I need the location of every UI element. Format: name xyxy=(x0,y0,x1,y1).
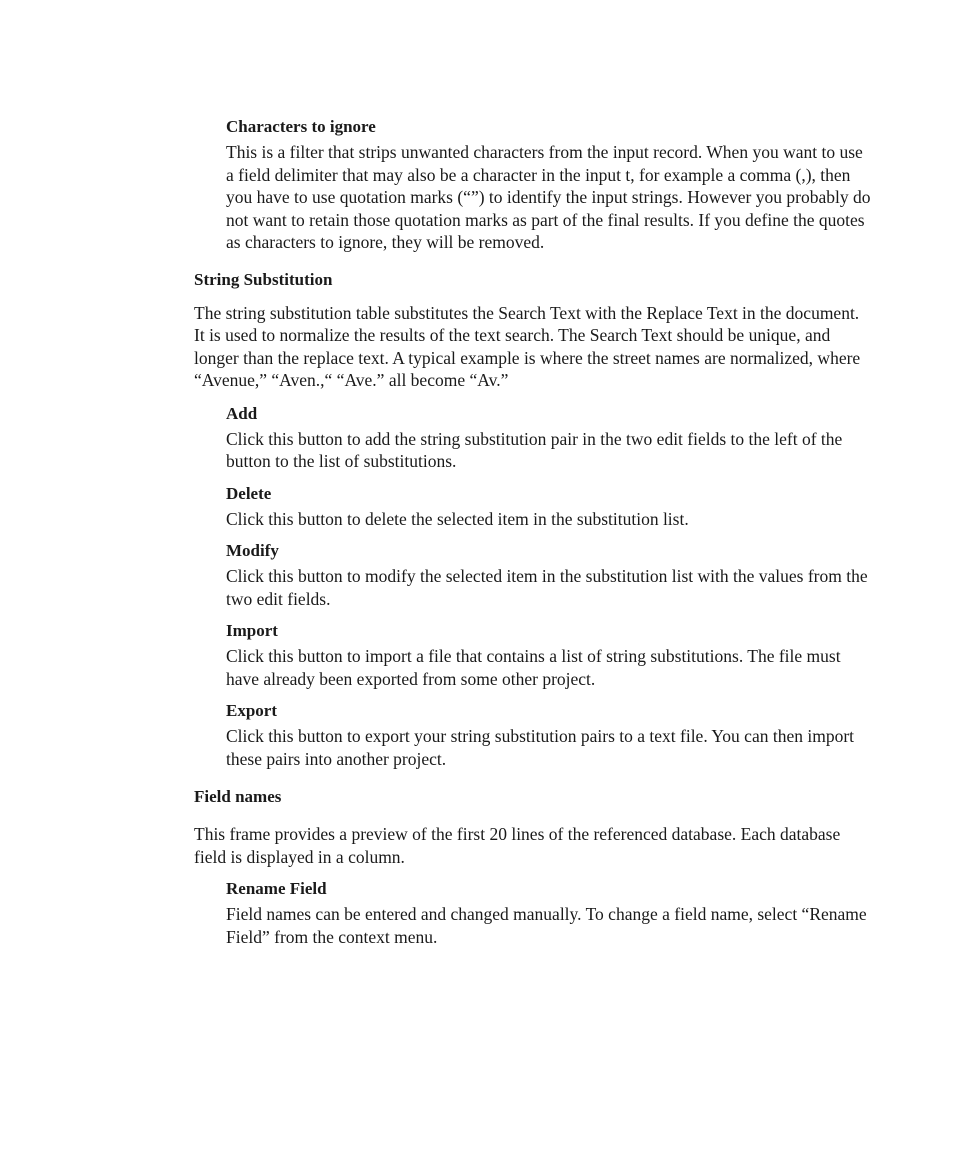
delete-block xyxy=(226,483,874,531)
import-term: Import xyxy=(226,621,278,640)
delete-desc: Click this button to delete the selected item in the substitution list. xyxy=(226,508,689,529)
delete-term: Delete xyxy=(226,483,272,503)
field-names-heading: Field names xyxy=(194,787,282,806)
field-names-intro: This frame provides a preview of the first 20 lines of the referenced database. Each database field is displayed in a column. xyxy=(194,824,841,867)
chars-to-ignore-term: Characters to ignore xyxy=(226,117,376,136)
add-desc: Click this button to add the string substitution pair in the two edit fields to the left of the button to the list of substitutions. xyxy=(226,428,843,471)
rename-field-term: Rename Field xyxy=(226,879,327,898)
string-substitution-intro: The string substitution table substitutes the Search Text with the Replace Text in the document. It is used to normalize the results of the text search. The Search Text should be unique, and longer than the replace text. A typical example is where the street names are normalized, where “Avenue,” “Aven.,“ “Ave.” all become “Av.” xyxy=(194,302,861,390)
string-substitution-heading: String Substitution xyxy=(194,269,333,289)
document-page xyxy=(194,116,874,948)
export-block xyxy=(226,700,874,770)
import-block xyxy=(226,620,874,690)
modify-block xyxy=(226,540,874,610)
add-block xyxy=(226,403,874,473)
chars-to-ignore-desc: This is a filter that strips unwanted characters from the input record. When you want to use a field delimiter that may also be a character in the input t, for example a comma (,), then you have to use quotation marks (“”) to identify the input strings. However you probably do not want to retain those quotation marks as part of the final results. If you define the quotes as characters to ignore, they will be removed. xyxy=(226,142,871,252)
add-term: Add xyxy=(226,403,258,423)
chars-to-ignore-block xyxy=(226,116,874,254)
rename-field-desc: Field names can be entered and changed manually. To change a field name, select “Rename Field” from the context menu. xyxy=(226,904,867,947)
import-desc: Click this button to import a file that contains a list of string substitutions. The file must have already been exported from some other project. xyxy=(226,646,841,689)
export-term: Export xyxy=(226,701,277,720)
rename-field-block xyxy=(226,878,874,948)
modify-desc: Click this button to modify the selected item in the substitution list with the values from the two edit fields. xyxy=(226,566,868,609)
export-desc: Click this button to export your string substitution pairs to a text file. You can then import these pairs into another project. xyxy=(226,726,855,769)
modify-term: Modify xyxy=(226,541,279,560)
